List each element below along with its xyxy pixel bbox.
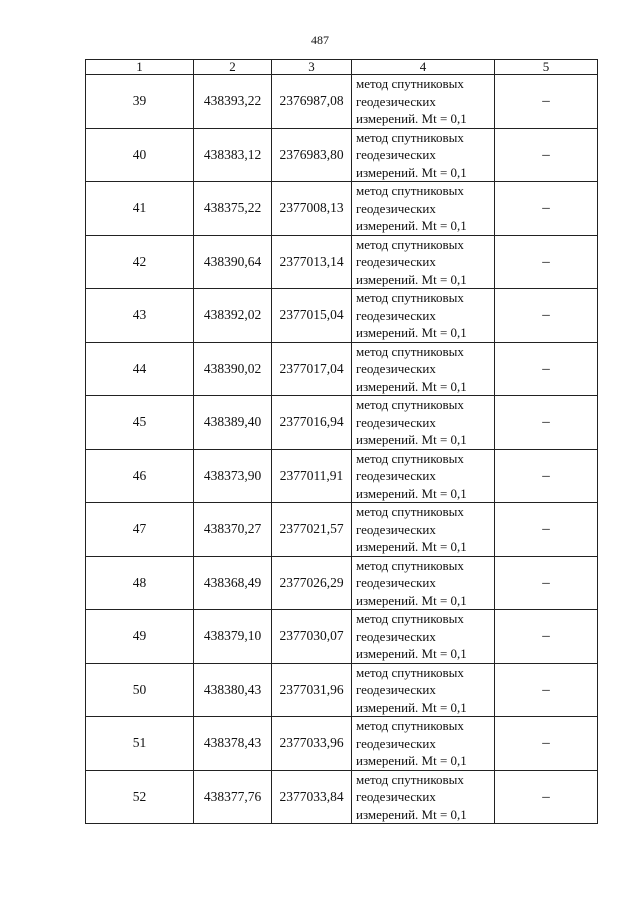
col5-cell: – bbox=[495, 610, 598, 664]
table-row bbox=[86, 663, 598, 717]
x-coordinate-cell: 438377,76 bbox=[194, 770, 272, 824]
method-cell: метод спутниковых геодезических измерений. Mt = 0,1 bbox=[352, 770, 495, 824]
y-coordinate-cell: 2377016,94 bbox=[272, 396, 352, 450]
header-col-5: 5 bbox=[495, 60, 598, 75]
x-coordinate-cell: 438390,64 bbox=[194, 235, 272, 289]
x-coordinate-cell: 438392,02 bbox=[194, 289, 272, 343]
table-row bbox=[86, 717, 598, 771]
point-number-cell: 47 bbox=[86, 503, 194, 557]
col5-cell: – bbox=[495, 342, 598, 396]
x-coordinate-cell: 438373,90 bbox=[194, 449, 272, 503]
col5-cell: – bbox=[495, 289, 598, 343]
table-row bbox=[86, 342, 598, 396]
x-coordinate-cell: 438375,22 bbox=[194, 182, 272, 236]
point-number-cell: 40 bbox=[86, 128, 194, 182]
table-row bbox=[86, 610, 598, 664]
table-row bbox=[86, 556, 598, 610]
x-coordinate-cell: 438370,27 bbox=[194, 503, 272, 557]
table-row bbox=[86, 235, 598, 289]
header-col-2: 2 bbox=[194, 60, 272, 75]
method-cell: метод спутниковых геодезических измерений. Mt = 0,1 bbox=[352, 449, 495, 503]
point-number-cell: 39 bbox=[86, 75, 194, 129]
table-row bbox=[86, 128, 598, 182]
y-coordinate-cell: 2377031,96 bbox=[272, 663, 352, 717]
table-row bbox=[86, 182, 598, 236]
x-coordinate-cell: 438390,02 bbox=[194, 342, 272, 396]
table-row bbox=[86, 396, 598, 450]
point-number-cell: 48 bbox=[86, 556, 194, 610]
header-col-1: 1 bbox=[86, 60, 194, 75]
y-coordinate-cell: 2377013,14 bbox=[272, 235, 352, 289]
coordinates-table bbox=[85, 59, 598, 824]
y-coordinate-cell: 2377033,84 bbox=[272, 770, 352, 824]
x-coordinate-cell: 438378,43 bbox=[194, 717, 272, 771]
y-coordinate-cell: 2377011,91 bbox=[272, 449, 352, 503]
method-cell: метод спутниковых геодезических измерений. Mt = 0,1 bbox=[352, 503, 495, 557]
method-cell: метод спутниковых геодезических измерений. Mt = 0,1 bbox=[352, 128, 495, 182]
point-number-cell: 43 bbox=[86, 289, 194, 343]
table-row bbox=[86, 770, 598, 824]
x-coordinate-cell: 438380,43 bbox=[194, 663, 272, 717]
table-row bbox=[86, 503, 598, 557]
point-number-cell: 41 bbox=[86, 182, 194, 236]
y-coordinate-cell: 2377030,07 bbox=[272, 610, 352, 664]
header-row bbox=[86, 60, 598, 75]
col5-cell: – bbox=[495, 235, 598, 289]
y-coordinate-cell: 2377033,96 bbox=[272, 717, 352, 771]
method-cell: метод спутниковых геодезических измерений. Mt = 0,1 bbox=[352, 663, 495, 717]
point-number-cell: 50 bbox=[86, 663, 194, 717]
method-cell: метод спутниковых геодезических измерений. Mt = 0,1 bbox=[352, 342, 495, 396]
x-coordinate-cell: 438393,22 bbox=[194, 75, 272, 129]
table-row bbox=[86, 75, 598, 129]
col5-cell: – bbox=[495, 75, 598, 129]
x-coordinate-cell: 438368,49 bbox=[194, 556, 272, 610]
y-coordinate-cell: 2377026,29 bbox=[272, 556, 352, 610]
point-number-cell: 51 bbox=[86, 717, 194, 771]
col5-cell: – bbox=[495, 396, 598, 450]
point-number-cell: 46 bbox=[86, 449, 194, 503]
header-col-3: 3 bbox=[272, 60, 352, 75]
method-cell: метод спутниковых геодезических измерений. Mt = 0,1 bbox=[352, 556, 495, 610]
x-coordinate-cell: 438379,10 bbox=[194, 610, 272, 664]
y-coordinate-cell: 2377021,57 bbox=[272, 503, 352, 557]
y-coordinate-cell: 2376987,08 bbox=[272, 75, 352, 129]
method-cell: метод спутниковых геодезических измерений. Mt = 0,1 bbox=[352, 396, 495, 450]
method-cell: метод спутниковых геодезических измерений. Mt = 0,1 bbox=[352, 235, 495, 289]
point-number-cell: 52 bbox=[86, 770, 194, 824]
page-number: 487 bbox=[311, 33, 329, 47]
col5-cell: – bbox=[495, 449, 598, 503]
col5-cell: – bbox=[495, 503, 598, 557]
col5-cell: – bbox=[495, 717, 598, 771]
method-cell: метод спутниковых геодезических измерений. Mt = 0,1 bbox=[352, 75, 495, 129]
y-coordinate-cell: 2376983,80 bbox=[272, 128, 352, 182]
col5-cell: – bbox=[495, 770, 598, 824]
y-coordinate-cell: 2377015,04 bbox=[272, 289, 352, 343]
col5-cell: – bbox=[495, 663, 598, 717]
method-cell: метод спутниковых геодезических измерений. Mt = 0,1 bbox=[352, 717, 495, 771]
point-number-cell: 45 bbox=[86, 396, 194, 450]
col5-cell: – bbox=[495, 128, 598, 182]
point-number-cell: 49 bbox=[86, 610, 194, 664]
table-body bbox=[86, 75, 598, 824]
col5-cell: – bbox=[495, 556, 598, 610]
y-coordinate-cell: 2377017,04 bbox=[272, 342, 352, 396]
col5-cell: – bbox=[495, 182, 598, 236]
method-cell: метод спутниковых геодезических измерений. Mt = 0,1 bbox=[352, 610, 495, 664]
header-col-4: 4 bbox=[352, 60, 495, 75]
table-row bbox=[86, 449, 598, 503]
x-coordinate-cell: 438383,12 bbox=[194, 128, 272, 182]
point-number-cell: 44 bbox=[86, 342, 194, 396]
point-number-cell: 42 bbox=[86, 235, 194, 289]
method-cell: метод спутниковых геодезических измерений. Mt = 0,1 bbox=[352, 289, 495, 343]
y-coordinate-cell: 2377008,13 bbox=[272, 182, 352, 236]
table-header bbox=[86, 60, 598, 75]
method-cell: метод спутниковых геодезических измерений. Mt = 0,1 bbox=[352, 182, 495, 236]
table-row bbox=[86, 289, 598, 343]
x-coordinate-cell: 438389,40 bbox=[194, 396, 272, 450]
